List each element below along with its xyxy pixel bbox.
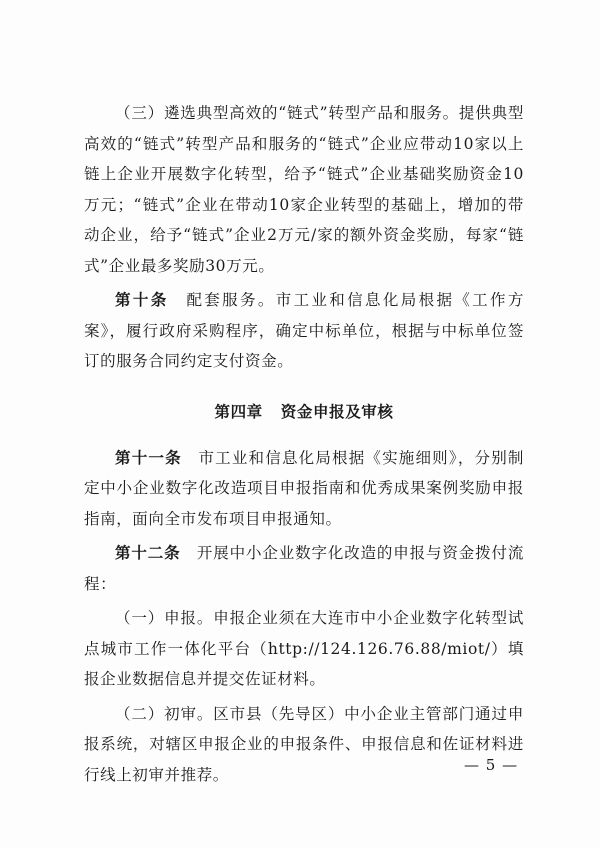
- page-number: — 5 —: [464, 756, 519, 774]
- paragraph-text: 配套服务。市工业和信息化局根据《工作方案》，履行政府采购程序，确定中标单位，根据与中标单位签订的服务合同约定支付资金。: [84, 291, 524, 370]
- paragraph-step-apply: [84, 603, 524, 695]
- paragraph-article-11: [84, 443, 524, 535]
- paragraph-text: （二）初审。区市县（先导区）中小企业主管部门通过申报系统，对辖区申报企业的申报条件、申报信息和佐证材料进行线上初审并推荐。: [84, 704, 524, 784]
- paragraph-text: 开展中小企业数字化改造的申报与资金拨付流程：: [84, 544, 524, 593]
- article-label: 第十二条: [115, 544, 181, 562]
- paragraph-text: （三）遴选典型高效的“链式”转型产品和服务。提供典型高效的“链式”转型产品和服务的“链式”企业应带动10家以上链上企业开展数字化转型，给予“链式”企业基础奖励资金10万元；“链式”企业在带动10家企业转型的基础上，增加的带动企业，给予“链式”企业2万元/家的额外资金奖励，每家“链式”企业最多奖励30万元。: [84, 104, 524, 275]
- article-label: 第十条: [115, 291, 169, 309]
- paragraph-text: （一）申报。申报企业须在大连市中小企业数字化转型试点城市工作一体化平台（http://124.126.76.88/miot/）填报企业数据信息并提交佐证材料。: [84, 609, 524, 688]
- chapter-title: 资金申报及审核: [280, 402, 394, 421]
- paragraph-text: 市工业和信息化局根据《实施细则》，分别制定中小企业数字化改造项目申报指南和优秀成果案例奖励申报指南，面向全市发布项目申报通知。: [84, 448, 524, 528]
- paragraph-article-10: [84, 285, 524, 377]
- paragraph-chain-products: [84, 98, 524, 281]
- paragraph-step-preliminary-review: [84, 699, 524, 791]
- chapter-heading: [84, 397, 524, 427]
- document-body: [84, 98, 524, 790]
- paragraph-article-12: [84, 538, 524, 599]
- chapter-number: 第四章: [214, 402, 263, 421]
- article-label: 第十一条: [115, 448, 182, 467]
